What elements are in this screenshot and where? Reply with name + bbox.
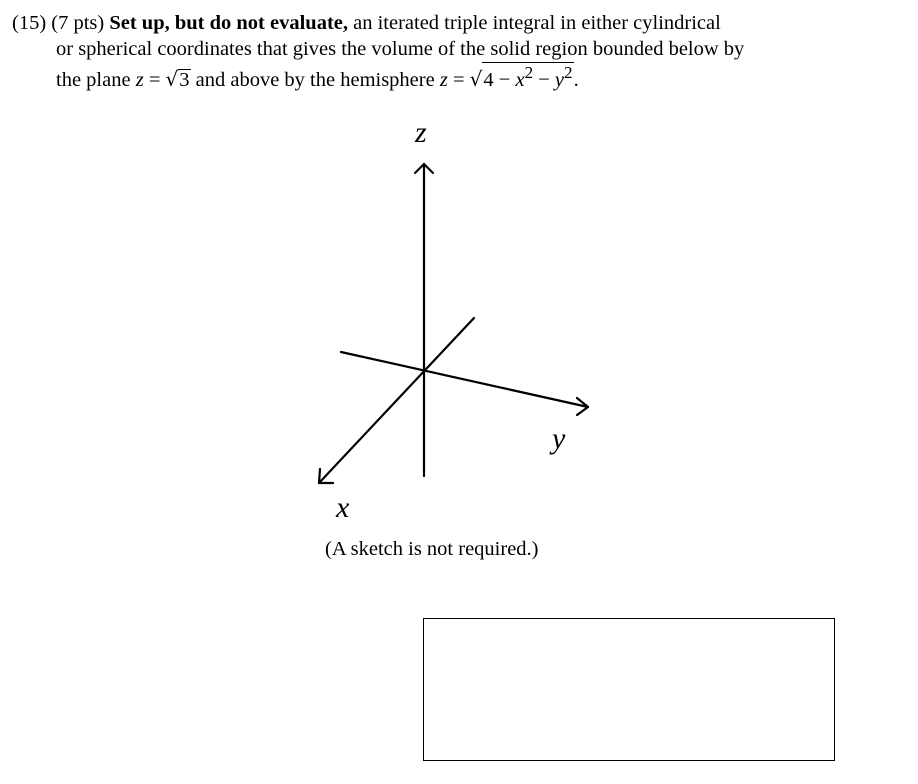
problem-number: (15) bbox=[12, 12, 47, 34]
answer-box[interactable] bbox=[423, 618, 835, 761]
y-axis-line bbox=[341, 352, 588, 407]
axis-label-y: y bbox=[552, 422, 566, 455]
var-y: y bbox=[554, 68, 565, 91]
problem-line-1-text: an iterated triple integral in either cylindrical bbox=[353, 12, 721, 34]
sqrt-symbol-plane: √ bbox=[165, 66, 179, 91]
period: . bbox=[573, 68, 579, 91]
problem-line-2: or spherical coordinates that gives the volume of the solid region bounded below by bbox=[56, 38, 745, 60]
line-3-text-b: and above by the hemisphere bbox=[195, 68, 435, 91]
problem-points: (7 pts) bbox=[51, 12, 105, 34]
equals-sign-hemisphere: = bbox=[452, 68, 465, 91]
equals-sign-plane: = bbox=[148, 68, 161, 91]
axis-label-x: x bbox=[336, 491, 350, 524]
var-x: x bbox=[515, 68, 525, 91]
plane-value: 3 bbox=[179, 68, 190, 91]
x-axis-line bbox=[319, 318, 474, 483]
instruction-bold: Set up, but do not evaluate, bbox=[109, 12, 348, 34]
minus-sign: − bbox=[538, 68, 550, 91]
var-z-hemisphere: z bbox=[439, 68, 448, 91]
var-z-plane: z bbox=[135, 68, 144, 91]
exponent-x: 2 bbox=[524, 63, 534, 82]
radicand-part-a: 4 − bbox=[483, 68, 511, 91]
line-3-text-a: the plane bbox=[56, 68, 131, 91]
axis-label-z: z bbox=[415, 116, 427, 149]
sketch-note: (A sketch is not required.) bbox=[325, 538, 539, 560]
sqrt-symbol-hemisphere: √ bbox=[469, 66, 483, 91]
exponent-y: 2 bbox=[564, 63, 573, 82]
